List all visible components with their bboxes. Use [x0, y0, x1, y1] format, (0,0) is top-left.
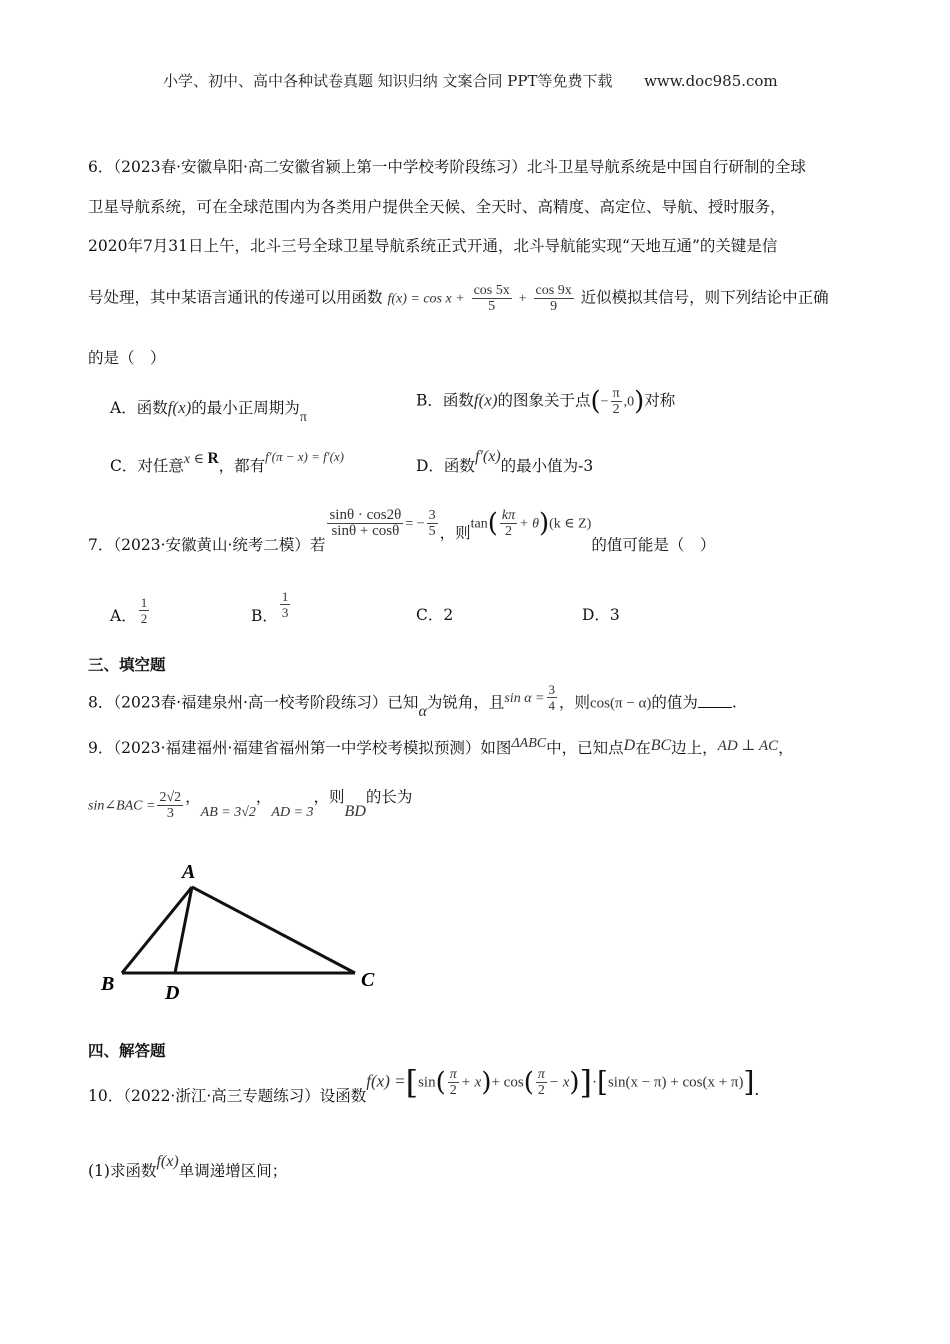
option-text: ，都有 [218, 457, 266, 475]
frac-num: cos 5x [473, 283, 510, 298]
frac-num: sinθ · cos2θ [329, 507, 402, 523]
label-b: B [101, 973, 115, 995]
q6-option-a[interactable] [110, 397, 307, 425]
paren-open: ( [487, 508, 498, 539]
q7-option-b[interactable] [251, 589, 292, 625]
triangle-figure [95, 855, 395, 1005]
q6-text: 号处理，其中某语言通讯的传递可以用函数 [88, 288, 383, 307]
function-fx: f(x) [167, 398, 192, 417]
point-d: D [623, 737, 636, 754]
frac-den: 2 [140, 611, 148, 626]
q7-frac-1-2 [139, 595, 150, 626]
q6-function-lhs: f(x) = cos x + [387, 291, 465, 307]
plus-cos: + cos [491, 1074, 524, 1091]
derivative-equation: f′(π − x) = f′(x) [265, 449, 344, 464]
plus-theta: + θ [519, 516, 539, 532]
bracket-open: [ [405, 1063, 419, 1102]
cos-expression: cos(π − α) [590, 695, 652, 712]
dot-operator: · [592, 1074, 598, 1091]
paren-open: ( [590, 386, 601, 417]
tan-label: tan [470, 516, 488, 532]
q7-then: ，则 [439, 523, 471, 542]
q9-line-2 [88, 787, 413, 821]
q6-frac-cos5x [472, 283, 512, 314]
option-label: A． [110, 606, 137, 625]
frac-den: 2 [505, 524, 512, 539]
q10-line [88, 1063, 760, 1105]
q7-frac-1-3 [280, 589, 291, 620]
label-a: A [182, 861, 196, 883]
q8-source: （2023春·福建泉州·高一校考阶段练习）已知 [113, 693, 419, 712]
q7-number: 7． [88, 535, 114, 554]
q9-comma: ， [185, 787, 201, 806]
q8-frac-3-4 [547, 682, 558, 713]
q6-option-b[interactable] [416, 386, 675, 417]
frac-den: 2 [537, 1083, 545, 1098]
plus-sign: + [518, 291, 527, 307]
side-ac [192, 887, 355, 973]
option-label: B．函数 [416, 391, 474, 410]
q10-end: . [754, 1080, 760, 1099]
q9-number: 9． [88, 739, 114, 757]
q6-frac-pi-2 [611, 386, 622, 417]
q9-comma: ， [255, 787, 272, 806]
q10-frac-pi-2 [448, 1067, 459, 1098]
plus-x: + x [460, 1074, 482, 1091]
q6-line-1 [88, 156, 806, 178]
frac-den: 3 [166, 806, 174, 821]
minus-x: − x [548, 1074, 570, 1091]
q6-source-text: （2023春·安徽阜阳·高二安徽省颍上第一中学校考阶段练习）北斗卫星导航系统是中国自行研制的全球 [113, 158, 806, 176]
ad-length: AD = 3 [271, 804, 314, 820]
frac-num: π [537, 1067, 545, 1082]
q6-line-4 [88, 283, 829, 314]
q10-sub-1 [88, 1153, 288, 1183]
frac-den: sinθ + cosθ [331, 523, 400, 539]
answer-blank[interactable] [698, 707, 732, 708]
ad-perp-ac: AD ⊥ AC [717, 738, 779, 754]
q7-tan-fraction [500, 508, 517, 539]
alpha-symbol: α [418, 702, 427, 720]
frac-num: 1 [140, 595, 148, 610]
paren-close: ) [481, 1067, 492, 1098]
k-in-Z: (k ∈ Z) [549, 516, 592, 532]
function-fx: f(x) = [366, 1071, 406, 1091]
paren-close: ) [569, 1067, 580, 1098]
section-solve-title: 四、解答题 [88, 1041, 166, 1060]
triangle-abc: ΔABC [511, 736, 547, 751]
q9-text: ，则 [313, 787, 345, 806]
q6-line-3: 2020年7月31日上午，北斗三号全球卫星导航系统正式开通，北斗导航能实现“天地互通”的关键是信 [88, 237, 778, 255]
frac-num: kπ [501, 508, 516, 523]
q6-number: 6． [88, 158, 114, 176]
bracket-close: ] [743, 1065, 755, 1099]
label-c: C [361, 969, 375, 991]
q6-option-d[interactable] [416, 448, 594, 478]
segment-ad [175, 887, 192, 973]
paren-open: ( [523, 1067, 534, 1098]
option-label: A．函数 [110, 399, 168, 417]
q6-option-c[interactable] [110, 449, 344, 479]
q10-frac-pi-2b [536, 1067, 547, 1098]
pi-symbol: π [299, 410, 307, 425]
paren-close: ) [538, 508, 550, 539]
q7-line [88, 507, 716, 554]
q7-option-d[interactable]: D．3 [582, 606, 620, 624]
frac-num: cos 9x [535, 283, 572, 298]
frac-num: 2√2 [159, 790, 182, 805]
bracket-open: [ [597, 1065, 608, 1099]
sin-bac: sin∠BAC = [88, 798, 156, 814]
sub-question-text: 单调递增区间； [178, 1162, 288, 1180]
header-url[interactable]: www.doc985.com [644, 72, 778, 90]
q9-text: 边上， [671, 739, 718, 757]
equals-minus: = − [405, 516, 425, 532]
q7-main-fraction [327, 508, 403, 539]
q9-line-1 [88, 737, 794, 761]
frac-den: 5 [488, 299, 496, 314]
frac-den: 4 [548, 698, 555, 713]
frac-den: 2 [449, 1083, 457, 1098]
label-d: D [165, 982, 180, 1004]
bracket-close: ] [579, 1063, 593, 1102]
segment-bd: BD [344, 802, 366, 820]
frac-den: 3 [281, 605, 289, 620]
q9-text: 中，已知点 [546, 739, 624, 757]
q9-text: ， [778, 739, 794, 757]
option-text: 的图象关于点 [497, 391, 591, 410]
frac-num: π [449, 1067, 457, 1082]
frac-num: 1 [281, 589, 289, 604]
zero-coordinate: ,0 [623, 394, 635, 410]
paren-close: ) [634, 386, 645, 417]
q9-text: 在 [635, 739, 651, 757]
page-header [163, 70, 778, 91]
sin-alpha: sin α = [504, 690, 545, 706]
option-label: C．对任意 [110, 457, 184, 475]
q6-frac-cos9x [534, 283, 574, 314]
frac-den: 9 [550, 299, 558, 314]
frac-den: 5 [428, 524, 436, 539]
function-fx: f(x) [156, 1153, 179, 1170]
q9-source: （2023·福建福州·福建省福州第一中学校考模拟预测）如图 [113, 739, 512, 757]
q8-end: . [731, 693, 737, 712]
q9-text: 的长为 [365, 787, 413, 806]
q7-option-c[interactable]: C．2 [416, 606, 454, 624]
second-factor: sin(x − π) + cos(x + π) [607, 1074, 744, 1091]
q6-line-5: 的是（ ） [88, 349, 166, 367]
x-in: x ∈ [183, 452, 208, 467]
q7-post: 的值可能是（ ） [591, 535, 716, 554]
segment-bc: BC [650, 737, 672, 754]
frac-num: 3 [548, 682, 555, 697]
option-text: 的最小正周期为 [191, 399, 300, 417]
paren-open: ( [435, 1067, 446, 1098]
q10-source: （2022·浙江·高三专题练习）设函数 [123, 1086, 367, 1105]
frac-num: π [612, 386, 620, 401]
sub-question-label: (1) [88, 1162, 110, 1180]
section-fill-in-title: 三、填空题 [88, 655, 166, 674]
option-label: B． [251, 606, 278, 625]
function-fprime: f′(x) [474, 448, 501, 465]
option-text: 的最小值为-3 [500, 457, 594, 475]
option-text: 对称 [644, 391, 676, 410]
q8-text: 为锐角，且 [426, 693, 505, 712]
option-label: D．函数 [416, 457, 475, 475]
q8-text: 的值为 [651, 693, 698, 712]
function-fx: f(x) [473, 390, 498, 410]
header-text: 小学、初中、高中各种试卷真题 知识归纳 文案合同 PPT等免费下载 [163, 72, 613, 90]
q7-rhs-fraction [427, 508, 438, 539]
q8-number: 8． [88, 693, 114, 712]
q7-option-a[interactable] [110, 595, 151, 626]
frac-num: 3 [428, 508, 436, 523]
sin-label: sin [418, 1074, 436, 1091]
q6-text: 近似模拟其信号，则下列结论中正确 [580, 288, 829, 307]
q10-number: 10． [88, 1086, 124, 1105]
minus-sign: − [600, 394, 609, 410]
frac-den: 2 [612, 402, 620, 417]
q9-frac-2sqrt2-3 [157, 790, 183, 821]
sub-question-text: 求函数 [109, 1162, 157, 1180]
ab-length: AB = 3√2 [200, 804, 256, 820]
q8-text: ，则 [559, 693, 591, 712]
q7-source: （2023·安徽黄山·统考二模）若 [113, 535, 326, 554]
real-set-R: R [207, 450, 219, 467]
side-ab [122, 887, 192, 973]
q6-line-2: 卫星导航系统，可在全球范围内为各类用户提供全天候、全天时、高精度、高定位、导航、授时服务， [88, 198, 786, 216]
question-8 [88, 682, 737, 720]
